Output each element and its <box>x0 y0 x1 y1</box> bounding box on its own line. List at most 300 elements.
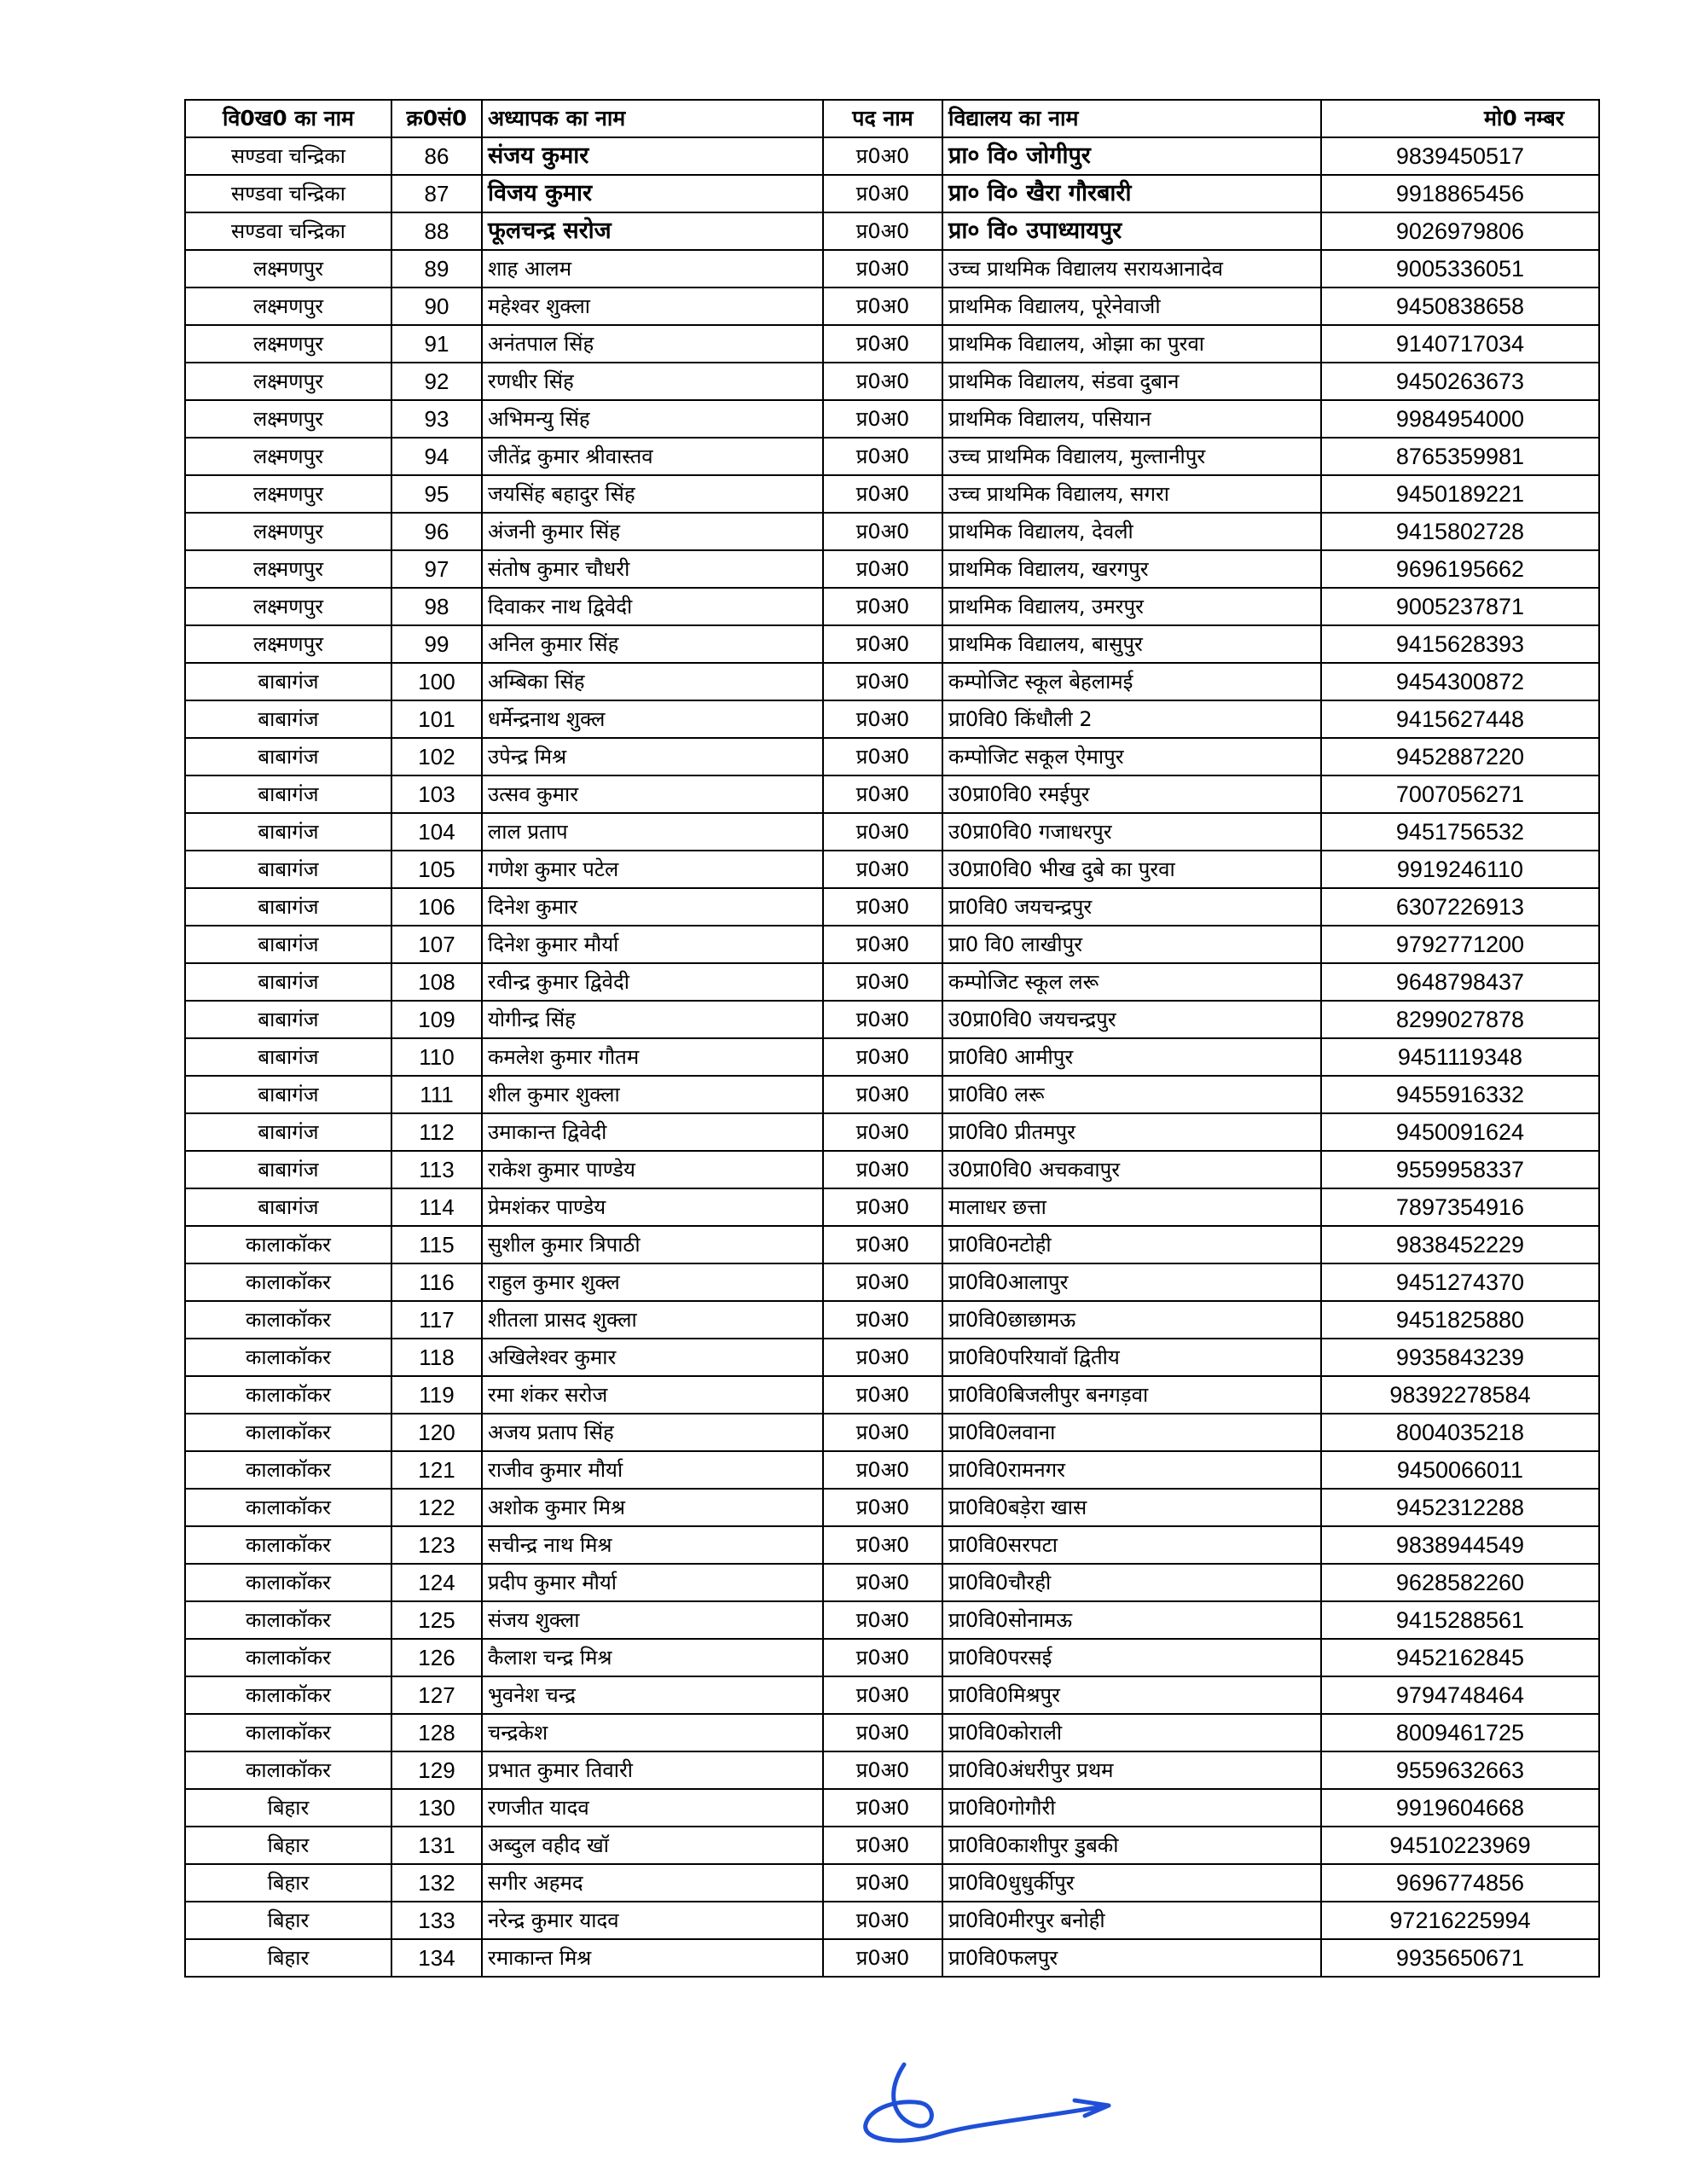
cell-mobile: 9935843239 <box>1321 1339 1599 1376</box>
cell-serial: 95 <box>391 475 482 513</box>
cell-serial: 101 <box>391 700 482 738</box>
cell-teacher-name: चन्द्रकेश <box>482 1714 823 1751</box>
table-row <box>185 1526 1599 1564</box>
table-row <box>185 325 1599 363</box>
table-row <box>185 550 1599 588</box>
cell-mobile: 9918865456 <box>1321 175 1599 212</box>
cell-block: बाबागंज <box>185 1113 391 1151</box>
cell-serial: 128 <box>391 1714 482 1751</box>
cell-block: लक्ष्मणपुर <box>185 438 391 475</box>
cell-post: प्र0अ0 <box>823 738 942 775</box>
cell-teacher-name: नरेन्द्र कुमार यादव <box>482 1902 823 1939</box>
table-row <box>185 1339 1599 1376</box>
cell-teacher-name: शाह आलम <box>482 250 823 288</box>
table-row <box>185 1789 1599 1827</box>
cell-teacher-name: गणेश कुमार पटेल <box>482 851 823 888</box>
cell-post: प्र0अ0 <box>823 288 942 325</box>
cell-serial: 97 <box>391 550 482 588</box>
cell-post: प्र0अ0 <box>823 700 942 738</box>
cell-serial: 108 <box>391 963 482 1001</box>
cell-mobile: 9415627448 <box>1321 700 1599 738</box>
cell-mobile: 9451119348 <box>1321 1038 1599 1076</box>
cell-serial: 126 <box>391 1639 482 1676</box>
header-block: वि0ख0 का नाम <box>185 100 391 137</box>
cell-school: प्रा0वि0छाछामऊ <box>942 1301 1321 1339</box>
cell-block: बाबागंज <box>185 700 391 738</box>
cell-block: लक्ष्मणपुर <box>185 475 391 513</box>
cell-school: प्रा0वि0बिजलीपुर बनगड़वा <box>942 1376 1321 1414</box>
cell-school: प्राथमिक विद्यालय, संडवा दुबान <box>942 363 1321 400</box>
table-row <box>185 400 1599 438</box>
cell-school: प्राथमिक विद्यालय, ओझा का पुरवा <box>942 325 1321 363</box>
cell-block: लक्ष्मणपुर <box>185 550 391 588</box>
cell-post: प्र0अ0 <box>823 1414 942 1451</box>
cell-mobile: 9454300872 <box>1321 663 1599 700</box>
cell-serial: 112 <box>391 1113 482 1151</box>
table-row <box>185 625 1599 663</box>
cell-teacher-name: अशोक कुमार मिश्र <box>482 1489 823 1526</box>
cell-mobile: 9026979806 <box>1321 212 1599 250</box>
cell-mobile: 9452887220 <box>1321 738 1599 775</box>
table-row <box>185 1751 1599 1789</box>
cell-post: प्र0अ0 <box>823 1113 942 1151</box>
cell-teacher-name: प्रेमशंकर पाण्डेय <box>482 1188 823 1226</box>
table-row <box>185 926 1599 963</box>
cell-school: प्रा0वि0 लरू <box>942 1076 1321 1113</box>
cell-serial: 98 <box>391 588 482 625</box>
cell-post: प्र0अ0 <box>823 1226 942 1263</box>
cell-school: प्राथमिक विद्यालय, बासुपुर <box>942 625 1321 663</box>
table-row <box>185 137 1599 175</box>
table-row <box>185 888 1599 926</box>
cell-block: बाबागंज <box>185 1151 391 1188</box>
cell-block: लक्ष्मणपुर <box>185 400 391 438</box>
cell-school: प्रा0वि0चौरही <box>942 1564 1321 1601</box>
cell-serial: 113 <box>391 1151 482 1188</box>
cell-post: प्र0अ0 <box>823 325 942 363</box>
cell-teacher-name: अजय प्रताप सिंह <box>482 1414 823 1451</box>
cell-teacher-name: विजय कुमार <box>482 175 823 212</box>
cell-school: उच्च प्राथमिक विद्यालय, सगरा <box>942 475 1321 513</box>
cell-teacher-name: राकेश कुमार पाण्डेय <box>482 1151 823 1188</box>
teacher-table-sheet <box>184 99 1564 2048</box>
cell-block: कालाकॉकर <box>185 1489 391 1526</box>
cell-mobile: 9005237871 <box>1321 588 1599 625</box>
cell-mobile: 9415802728 <box>1321 513 1599 550</box>
table-row <box>185 851 1599 888</box>
cell-teacher-name: संतोष कुमार चौधरी <box>482 550 823 588</box>
table-row <box>185 700 1599 738</box>
cell-serial: 121 <box>391 1451 482 1489</box>
cell-school: कम्पोजिट सकूल ऐमापुर <box>942 738 1321 775</box>
cell-teacher-name: भुवनेश चन्द्र <box>482 1676 823 1714</box>
cell-school: प्रा० वि० उपाध्यायपुर <box>942 212 1321 250</box>
cell-teacher-name: दिनेश कुमार मौर्या <box>482 926 823 963</box>
cell-serial: 133 <box>391 1902 482 1939</box>
cell-school: प्रा0वि0नटोही <box>942 1226 1321 1263</box>
cell-school: प्रा0वि0आलापुर <box>942 1263 1321 1301</box>
cell-mobile: 9451825880 <box>1321 1301 1599 1339</box>
cell-serial: 110 <box>391 1038 482 1076</box>
cell-mobile: 6307226913 <box>1321 888 1599 926</box>
cell-teacher-name: शील कुमार शुक्ला <box>482 1076 823 1113</box>
cell-mobile: 9450091624 <box>1321 1113 1599 1151</box>
cell-teacher-name: उत्सव कुमार <box>482 775 823 813</box>
cell-school: प्रा0वि0 किंधौली 2 <box>942 700 1321 738</box>
cell-teacher-name: अनंतपाल सिंह <box>482 325 823 363</box>
cell-serial: 118 <box>391 1339 482 1376</box>
cell-teacher-name: उमाकान्त द्विवेदी <box>482 1113 823 1151</box>
cell-block: बिहार <box>185 1902 391 1939</box>
cell-post: प्र0अ0 <box>823 1714 942 1751</box>
cell-post: प्र0अ0 <box>823 1151 942 1188</box>
cell-post: प्र0अ0 <box>823 963 942 1001</box>
cell-block: बाबागंज <box>185 813 391 851</box>
cell-mobile: 97216225994 <box>1321 1902 1599 1939</box>
cell-block: बाबागंज <box>185 1188 391 1226</box>
cell-teacher-name: सगीर अहमद <box>482 1864 823 1902</box>
cell-mobile: 9838452229 <box>1321 1226 1599 1263</box>
cell-block: कालाकॉकर <box>185 1714 391 1751</box>
cell-school: प्रा0वि0धुधुर्कीपुर <box>942 1864 1321 1902</box>
cell-serial: 111 <box>391 1076 482 1113</box>
cell-block: लक्ष्मणपुर <box>185 363 391 400</box>
cell-mobile: 9628582260 <box>1321 1564 1599 1601</box>
cell-serial: 116 <box>391 1263 482 1301</box>
cell-serial: 86 <box>391 137 482 175</box>
cell-mobile: 9919246110 <box>1321 851 1599 888</box>
cell-block: कालाकॉकर <box>185 1301 391 1339</box>
cell-block: कालाकॉकर <box>185 1751 391 1789</box>
cell-block: बाबागंज <box>185 926 391 963</box>
cell-post: प्र0अ0 <box>823 1301 942 1339</box>
cell-post: प्र0अ0 <box>823 438 942 475</box>
cell-block: लक्ष्मणपुर <box>185 250 391 288</box>
table-row <box>185 363 1599 400</box>
cell-post: प्र0अ0 <box>823 1188 942 1226</box>
cell-teacher-name: सुशील कुमार त्रिपाठी <box>482 1226 823 1263</box>
cell-school: प्रा0वि0फलपुर <box>942 1939 1321 1977</box>
cell-post: प्र0अ0 <box>823 1639 942 1676</box>
cell-teacher-name: राजीव कुमार मौर्या <box>482 1451 823 1489</box>
table-row <box>185 663 1599 700</box>
table-row <box>185 1939 1599 1977</box>
table-row <box>185 1827 1599 1864</box>
cell-school: उ0प्रा0वि0 रमईपुर <box>942 775 1321 813</box>
header-serial: क्र0सं0 <box>391 100 482 137</box>
cell-school: प्रा0वि0गोगौरी <box>942 1789 1321 1827</box>
cell-serial: 134 <box>391 1939 482 1977</box>
cell-serial: 123 <box>391 1526 482 1564</box>
cell-teacher-name: जयसिंह बहादुर सिंह <box>482 475 823 513</box>
cell-serial: 120 <box>391 1414 482 1451</box>
cell-school: प्रा0वि0सोनामऊ <box>942 1601 1321 1639</box>
cell-teacher-name: शीतला प्रासद शुक्ला <box>482 1301 823 1339</box>
cell-serial: 115 <box>391 1226 482 1263</box>
cell-serial: 125 <box>391 1601 482 1639</box>
cell-post: प्र0अ0 <box>823 1076 942 1113</box>
cell-block: बाबागंज <box>185 1001 391 1038</box>
table-row <box>185 1301 1599 1339</box>
cell-post: प्र0अ0 <box>823 1489 942 1526</box>
cell-teacher-name: कैलाश चन्द्र मिश्र <box>482 1639 823 1676</box>
table-row <box>185 1076 1599 1113</box>
cell-teacher-name: रणजीत यादव <box>482 1789 823 1827</box>
cell-school: प्रा0वि0 आमीपुर <box>942 1038 1321 1076</box>
cell-mobile: 9839450517 <box>1321 137 1599 175</box>
table-row <box>185 1714 1599 1751</box>
table-row <box>185 1038 1599 1076</box>
cell-school: प्राथमिक विद्यालय, खरगपुर <box>942 550 1321 588</box>
cell-teacher-name: अब्दुल वहीद खॉ <box>482 1827 823 1864</box>
cell-mobile: 9696195662 <box>1321 550 1599 588</box>
cell-school: प्रा0वि0परियावॉ द्वितीय <box>942 1339 1321 1376</box>
cell-school: प्राथमिक विद्यालय, पूरेनेवाजी <box>942 288 1321 325</box>
header-school: विद्यालय का नाम <box>942 100 1321 137</box>
cell-school: प्रा0वि0 जयचन्द्रपुर <box>942 888 1321 926</box>
cell-school: मालाधर छत्ता <box>942 1188 1321 1226</box>
cell-post: प्र0अ0 <box>823 1789 942 1827</box>
cell-school: कम्पोजिट स्कूल बेहलामई <box>942 663 1321 700</box>
cell-block: कालाकॉकर <box>185 1339 391 1376</box>
table-row <box>185 1113 1599 1151</box>
cell-teacher-name: जीतेंद्र कुमार श्रीवास्तव <box>482 438 823 475</box>
cell-serial: 109 <box>391 1001 482 1038</box>
cell-post: प्र0अ0 <box>823 588 942 625</box>
table-row <box>185 475 1599 513</box>
cell-school: प्रा0वि0लवाना <box>942 1414 1321 1451</box>
cell-teacher-name: प्रभात कुमार तिवारी <box>482 1751 823 1789</box>
cell-mobile: 9696774856 <box>1321 1864 1599 1902</box>
cell-mobile: 9452312288 <box>1321 1489 1599 1526</box>
cell-mobile: 9415628393 <box>1321 625 1599 663</box>
cell-school: प्रा0वि0मीरपुर बनोही <box>942 1902 1321 1939</box>
table-row <box>185 1376 1599 1414</box>
cell-serial: 96 <box>391 513 482 550</box>
cell-block: लक्ष्मणपुर <box>185 288 391 325</box>
cell-serial: 106 <box>391 888 482 926</box>
table-body <box>185 137 1599 1977</box>
cell-mobile: 94510223969 <box>1321 1827 1599 1864</box>
cell-serial: 117 <box>391 1301 482 1339</box>
cell-post: प्र0अ0 <box>823 250 942 288</box>
table-row <box>185 1188 1599 1226</box>
cell-serial: 114 <box>391 1188 482 1226</box>
cell-mobile: 9452162845 <box>1321 1639 1599 1676</box>
cell-teacher-name: कमलेश कुमार गौतम <box>482 1038 823 1076</box>
cell-school: प्राथमिक विद्यालय, पसियान <box>942 400 1321 438</box>
cell-teacher-name: धर्मेन्द्रनाथ शुक्ल <box>482 700 823 738</box>
cell-post: प्र0अ0 <box>823 1939 942 1977</box>
cell-school: प्राथमिक विद्यालय, देवली <box>942 513 1321 550</box>
cell-serial: 99 <box>391 625 482 663</box>
cell-post: प्र0अ0 <box>823 363 942 400</box>
cell-post: प्र0अ0 <box>823 851 942 888</box>
cell-school: प्रा0वि0कोराली <box>942 1714 1321 1751</box>
cell-teacher-name: फूलचन्द्र सरोज <box>482 212 823 250</box>
table-row <box>185 1451 1599 1489</box>
cell-serial: 90 <box>391 288 482 325</box>
cell-mobile: 9919604668 <box>1321 1789 1599 1827</box>
cell-serial: 93 <box>391 400 482 438</box>
cell-school: प्राथमिक विद्यालय, उमरपुर <box>942 588 1321 625</box>
cell-mobile: 9450066011 <box>1321 1451 1599 1489</box>
cell-post: प्र0अ0 <box>823 1902 942 1939</box>
table-row <box>185 1151 1599 1188</box>
table-row <box>185 250 1599 288</box>
table-row <box>185 1676 1599 1714</box>
cell-block: लक्ष्मणपुर <box>185 625 391 663</box>
table-row <box>185 813 1599 851</box>
cell-block: कालाकॉकर <box>185 1601 391 1639</box>
cell-serial: 87 <box>391 175 482 212</box>
cell-post: प्र0अ0 <box>823 1751 942 1789</box>
table-row <box>185 1263 1599 1301</box>
cell-teacher-name: दिवाकर नाथ द्विवेदी <box>482 588 823 625</box>
cell-block: कालाकॉकर <box>185 1564 391 1601</box>
cell-mobile: 9792771200 <box>1321 926 1599 963</box>
cell-post: प्र0अ0 <box>823 212 942 250</box>
cell-post: प्र0अ0 <box>823 1451 942 1489</box>
table-row <box>185 1414 1599 1451</box>
cell-school: उच्च प्राथमिक विद्यालय सरायआनादेव <box>942 250 1321 288</box>
cell-block: बाबागंज <box>185 888 391 926</box>
table-row <box>185 1226 1599 1263</box>
cell-serial: 105 <box>391 851 482 888</box>
cell-mobile: 7897354916 <box>1321 1188 1599 1226</box>
cell-serial: 132 <box>391 1864 482 1902</box>
cell-mobile: 9935650671 <box>1321 1939 1599 1977</box>
cell-block: सण्डवा चन्द्रिका <box>185 212 391 250</box>
cell-post: प्र0अ0 <box>823 1827 942 1864</box>
cell-post: प्र0अ0 <box>823 813 942 851</box>
cell-teacher-name: अम्बिका सिंह <box>482 663 823 700</box>
cell-school: उच्च प्राथमिक विद्यालय, मुल्तानीपुर <box>942 438 1321 475</box>
table-header-row <box>185 100 1599 137</box>
cell-school: प्रा0वि0मिश्रपुर <box>942 1676 1321 1714</box>
cell-post: प्र0अ0 <box>823 175 942 212</box>
cell-post: प्र0अ0 <box>823 513 942 550</box>
cell-serial: 122 <box>391 1489 482 1526</box>
cell-serial: 92 <box>391 363 482 400</box>
cell-serial: 107 <box>391 926 482 963</box>
cell-block: कालाकॉकर <box>185 1639 391 1676</box>
cell-teacher-name: अंजनी कुमार सिंह <box>482 513 823 550</box>
cell-block: सण्डवा चन्द्रिका <box>185 175 391 212</box>
cell-serial: 130 <box>391 1789 482 1827</box>
cell-block: बाबागंज <box>185 1038 391 1076</box>
table-row <box>185 738 1599 775</box>
cell-mobile: 9415288561 <box>1321 1601 1599 1639</box>
cell-post: प्र0अ0 <box>823 1676 942 1714</box>
cell-serial: 103 <box>391 775 482 813</box>
cell-teacher-name: अनिल कुमार सिंह <box>482 625 823 663</box>
cell-school: प्रा0वि0परसई <box>942 1639 1321 1676</box>
cell-post: प्र0अ0 <box>823 475 942 513</box>
cell-block: कालाकॉकर <box>185 1263 391 1301</box>
cell-school: प्रा0 वि0 लाखीपुर <box>942 926 1321 963</box>
signature-icon <box>853 2056 1117 2158</box>
cell-mobile: 9455916332 <box>1321 1076 1599 1113</box>
cell-teacher-name: प्रदीप कुमार मौर्या <box>482 1564 823 1601</box>
cell-post: प्र0अ0 <box>823 1038 942 1076</box>
cell-school: प्रा० वि० खैरा गौरबारी <box>942 175 1321 212</box>
cell-teacher-name: रवीन्द्र कुमार द्विवेदी <box>482 963 823 1001</box>
table-row <box>185 1001 1599 1038</box>
cell-mobile: 9451756532 <box>1321 813 1599 851</box>
cell-block: सण्डवा चन्द्रिका <box>185 137 391 175</box>
header-teacher-name: अध्यापक का नाम <box>482 100 823 137</box>
cell-teacher-name: सचीन्द्र नाथ मिश्र <box>482 1526 823 1564</box>
cell-teacher-name: रणधीर सिंह <box>482 363 823 400</box>
cell-mobile: 8004035218 <box>1321 1414 1599 1451</box>
cell-teacher-name: महेश्वर शुक्ला <box>482 288 823 325</box>
cell-block: बिहार <box>185 1864 391 1902</box>
cell-teacher-name: रमा शंकर सरोज <box>482 1376 823 1414</box>
cell-teacher-name: रमाकान्त मिश्र <box>482 1939 823 1977</box>
cell-mobile: 8009461725 <box>1321 1714 1599 1751</box>
cell-serial: 131 <box>391 1827 482 1864</box>
cell-post: प्र0अ0 <box>823 926 942 963</box>
cell-teacher-name: संजय शुक्ला <box>482 1601 823 1639</box>
cell-post: प्र0अ0 <box>823 625 942 663</box>
cell-mobile: 8299027878 <box>1321 1001 1599 1038</box>
teacher-table <box>184 99 1600 1978</box>
cell-school: प्रा0वि0 प्रीतमपुर <box>942 1113 1321 1151</box>
cell-serial: 129 <box>391 1751 482 1789</box>
table-row <box>185 1639 1599 1676</box>
cell-teacher-name: उपेन्द्र मिश्र <box>482 738 823 775</box>
cell-mobile: 9450263673 <box>1321 363 1599 400</box>
cell-post: प्र0अ0 <box>823 1564 942 1601</box>
cell-mobile: 9838944549 <box>1321 1526 1599 1564</box>
cell-serial: 127 <box>391 1676 482 1714</box>
cell-teacher-name: संजय कुमार <box>482 137 823 175</box>
cell-mobile: 9450189221 <box>1321 475 1599 513</box>
cell-block: बाबागंज <box>185 738 391 775</box>
cell-teacher-name: राहुल कुमार शुक्ल <box>482 1263 823 1301</box>
cell-mobile: 98392278584 <box>1321 1376 1599 1414</box>
cell-serial: 89 <box>391 250 482 288</box>
cell-post: प्र0अ0 <box>823 888 942 926</box>
cell-block: कालाकॉकर <box>185 1226 391 1263</box>
cell-post: प्र0अ0 <box>823 550 942 588</box>
cell-post: प्र0अ0 <box>823 1526 942 1564</box>
cell-serial: 119 <box>391 1376 482 1414</box>
cell-school: प्रा० वि० जोगीपुर <box>942 137 1321 175</box>
cell-mobile: 9794748464 <box>1321 1676 1599 1714</box>
cell-school: प्रा0वि0रामनगर <box>942 1451 1321 1489</box>
cell-mobile: 9559632663 <box>1321 1751 1599 1789</box>
table-row <box>185 1489 1599 1526</box>
cell-school: कम्पोजिट स्कूल लरू <box>942 963 1321 1001</box>
cell-mobile: 9140717034 <box>1321 325 1599 363</box>
table-row <box>185 513 1599 550</box>
cell-school: उ0प्रा0वि0 जयचन्द्रपुर <box>942 1001 1321 1038</box>
cell-post: प्र0अ0 <box>823 400 942 438</box>
cell-serial: 100 <box>391 663 482 700</box>
cell-post: प्र0अ0 <box>823 775 942 813</box>
table-row <box>185 1902 1599 1939</box>
cell-post: प्र0अ0 <box>823 1001 942 1038</box>
cell-post: प्र0अ0 <box>823 1601 942 1639</box>
table-row <box>185 288 1599 325</box>
cell-school: प्रा0वि0अंधरीपुर प्रथम <box>942 1751 1321 1789</box>
cell-block: लक्ष्मणपुर <box>185 513 391 550</box>
cell-teacher-name: अखिलेश्वर कुमार <box>482 1339 823 1376</box>
cell-mobile: 9450838658 <box>1321 288 1599 325</box>
table-row <box>185 588 1599 625</box>
